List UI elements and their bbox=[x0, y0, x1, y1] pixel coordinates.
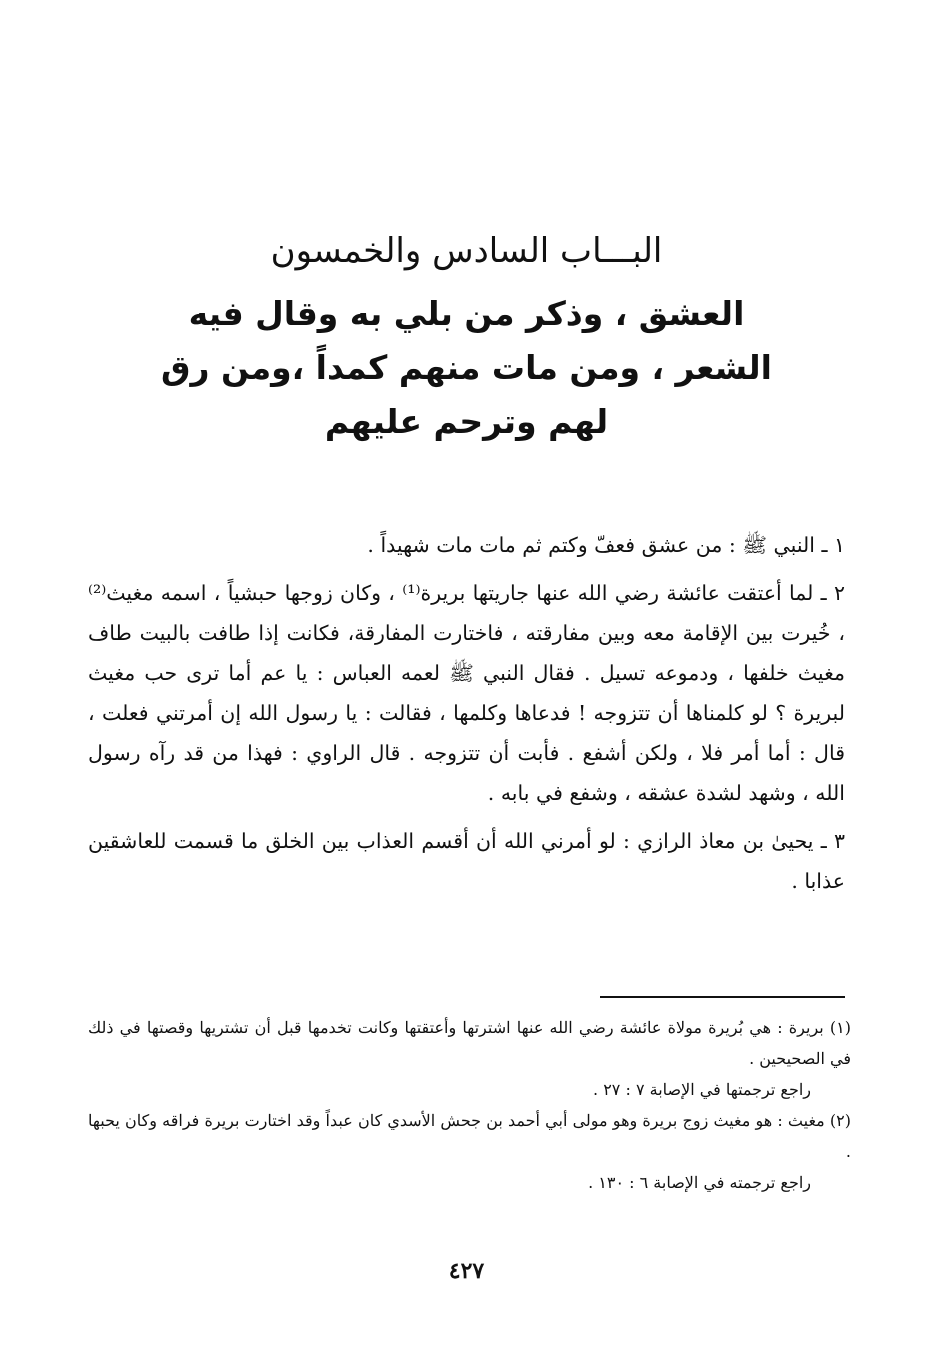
paragraph-3: ٣ ـ يحيىٰ بن معاذ الرازي : لو أمرني الله أن أقسم العذاب بين الخلق ما قسمت للعاشقين عذابا . bbox=[88, 829, 845, 893]
paragraph-2: ٢ ـ لما أعتقت عائشة رضي الله عنها جاريتها بريرة⁽¹⁾ ، وكان زوجها حبشياً ، اسمه مغيث⁽²⁾ ، خُيرت بين الإقامة معه وبين مفارقته ، فاختارت المفارقة، فكانت إذا طافت بالبيت طاف مغيث خلفها ، ودموعه تسيل . فقال النبي ﷺ لعمه العباس : يا عم أما ترى حب مغيث لبريرة ؟ لو كلمناها أن تتزوجه ! فدعاها وكلمها ، فقالت : يا رسول الله إن أمرتني فعلت ، قال : أما أمر فلا ، ولكن أشفع . فأبت أن تتزوجه . قال الراوي : فهذا من قد رآه رسول الله ، وشهد لشدة عشقه ، وشفع في بابه . bbox=[88, 581, 846, 805]
footnote-1: (١) بريرة : هي بُريرة مولاة عائشة رضي الله عنها اشترتها وأعتقتها وكانت تخدمها قبل أن تشتريها وقصتها في ذلك في الصحيحين . bbox=[88, 1018, 851, 1068]
footnote-2-reference: راجع ترجمته في الإصابة ٦ : ١٣٠ . bbox=[588, 1173, 811, 1192]
paragraph-1: ١ ـ النبي ﷺ : من عشق فعفّ وكتم ثم مات مات شهيداً . bbox=[367, 533, 845, 557]
chapter-heading bbox=[140, 225, 793, 449]
footnote-2: (٢) مغيث : هو مغيث زوج بريرة وهو مولى أبي أحمد بن جحش الأسدي كان عبداً وقد اختارت بريرة فراقه وكان يحبها . bbox=[88, 1111, 851, 1161]
chapter-title: العشق ، وذكر من بلي به وقال فيه الشعر ، ومن مات منهم كمداً ،ومن رق لهم وترحم عليهم bbox=[161, 294, 772, 441]
main-text bbox=[88, 525, 845, 909]
footnote-1-reference: راجع ترجمتها في الإصابة ٧ : ٢٧ . bbox=[593, 1080, 811, 1099]
chapter-label: البـــاب السادس والخمسون bbox=[270, 231, 663, 271]
footnote-divider bbox=[600, 996, 845, 998]
page-number: ٤٢٧ bbox=[448, 1258, 485, 1284]
footnotes bbox=[88, 1012, 851, 1198]
